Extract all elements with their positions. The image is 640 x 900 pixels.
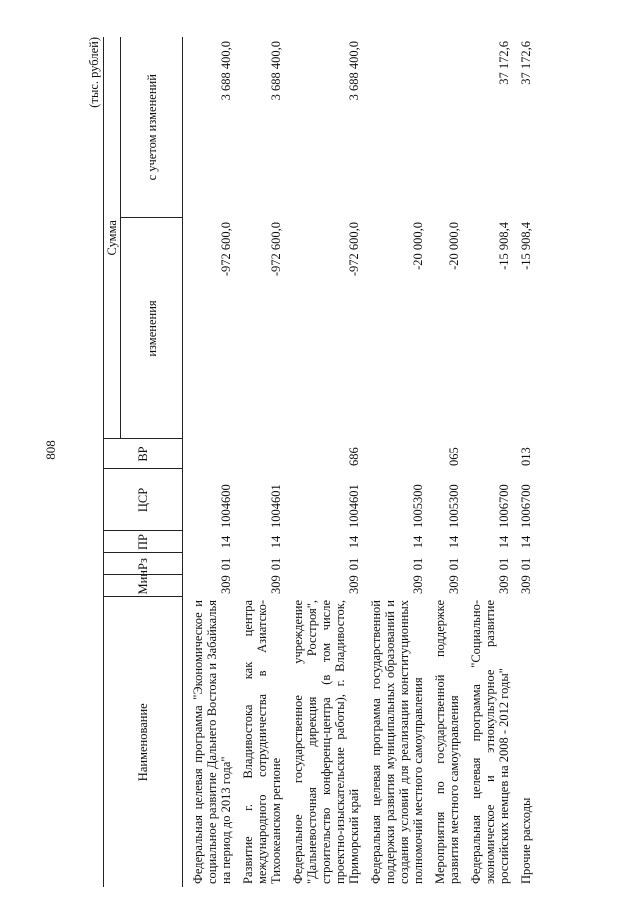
row-with-change: 3 688 400,0 <box>347 41 361 101</box>
header-pr: ПР <box>104 531 183 553</box>
row-change: -15 908,4 <box>497 222 511 270</box>
row-name: Мероприятия по государственной поддержке развития местного самоуправления <box>433 600 461 884</box>
header-with-change: с учетом изменений <box>121 37 183 218</box>
row-with-change: 37 172,6 <box>519 41 533 85</box>
row-vr: 686 <box>347 447 361 466</box>
header-min: Мин <box>104 575 183 597</box>
row-pr: 14 <box>447 535 461 549</box>
row-min: 309 <box>519 575 533 594</box>
row-vr <box>183 439 234 469</box>
row-csr: 1005300 <box>447 484 461 528</box>
row-change: -15 908,4 <box>519 222 533 270</box>
row-name: Федеральная целевая программа "Экономическое и социальное развитие Дальнего Востока и Забайкалья на период до 2013 года" <box>191 600 233 884</box>
row-with-change: 3 688 400,0 <box>219 41 233 101</box>
row-csr: 1004601 <box>269 484 283 528</box>
row-vr: 013 <box>519 447 533 466</box>
row-change: -20 000,0 <box>447 222 461 270</box>
row-pr: 14 <box>269 535 283 549</box>
table-row <box>461 37 511 887</box>
table-row <box>425 37 461 887</box>
row-csr: 1004601 <box>347 484 361 528</box>
header-name: Наименование <box>104 597 183 887</box>
header-change: изменения <box>121 218 183 439</box>
header-row <box>104 37 121 887</box>
table-row <box>183 37 234 887</box>
row-rz: 01 <box>269 557 283 571</box>
row-rz: 01 <box>347 557 361 571</box>
row-pr: 14 <box>519 535 533 549</box>
row-min: 309 <box>269 575 283 594</box>
row-pr: 14 <box>411 535 425 549</box>
row-vr: 065 <box>447 447 461 466</box>
row-vr <box>361 439 425 469</box>
header-vr: ВР <box>104 439 183 469</box>
row-change: -972 600,0 <box>269 222 283 277</box>
row-min: 309 <box>347 575 361 594</box>
row-change: -972 600,0 <box>219 222 233 277</box>
row-min: 309 <box>447 575 461 594</box>
row-with-change: 3 688 400,0 <box>269 41 283 101</box>
row-name: Развитие г. Владивостока как центра международного сотрудничества в Азиатско-Тихоокеанском регионе <box>241 600 283 884</box>
row-with-change: 37 172,6 <box>497 41 511 85</box>
row-name: Прочие расходы <box>519 797 533 884</box>
row-vr <box>233 439 283 469</box>
table-row <box>233 37 283 887</box>
row-csr: 1004600 <box>219 484 233 528</box>
budget-table <box>103 37 533 887</box>
row-vr <box>461 439 511 469</box>
row-with-change <box>361 37 425 218</box>
page-number: 808 <box>43 440 58 460</box>
header-csr: ЦСР <box>104 469 183 531</box>
row-csr: 1006700 <box>519 484 533 528</box>
row-name: Федеральная целевая программа государственной поддержки развития муниципальных образований и создания условий для реализации конституционных полномочий местного самоуправления <box>369 600 425 884</box>
row-csr: 1005300 <box>411 484 425 528</box>
table-row <box>283 37 361 887</box>
rotated-page <box>85 37 550 887</box>
row-rz: 01 <box>447 557 461 571</box>
row-with-change <box>425 37 461 218</box>
row-rz: 01 <box>497 557 511 571</box>
row-pr: 14 <box>497 535 511 549</box>
row-name: Федеральное государственное учреждение "Дальневосточная дирекция Росстроя", строительство конференц-центра (в том числе проектно-изыскательские работы), г. Владивосток, Приморский край <box>291 600 361 884</box>
row-pr: 14 <box>219 535 233 549</box>
row-csr: 1006700 <box>497 484 511 528</box>
row-rz: 01 <box>411 557 425 571</box>
units-note: (тыс. рублей) <box>87 37 101 108</box>
row-pr: 14 <box>347 535 361 549</box>
row-name: Федеральная целевая программа "Социально-экономическое и этнокультурное развитие российских немцев на 2008 - 2012 годы" <box>469 600 511 884</box>
row-change: -972 600,0 <box>347 222 361 277</box>
row-min: 309 <box>219 575 233 594</box>
row-min: 309 <box>497 575 511 594</box>
header-sum: Сумма <box>104 37 121 439</box>
row-rz: 01 <box>219 557 233 571</box>
table-row <box>511 37 533 887</box>
row-rz: 01 <box>519 557 533 571</box>
row-min: 309 <box>411 575 425 594</box>
header-rz: Рз <box>104 553 183 575</box>
row-change: -20 000,0 <box>411 222 425 270</box>
table-row <box>361 37 425 887</box>
